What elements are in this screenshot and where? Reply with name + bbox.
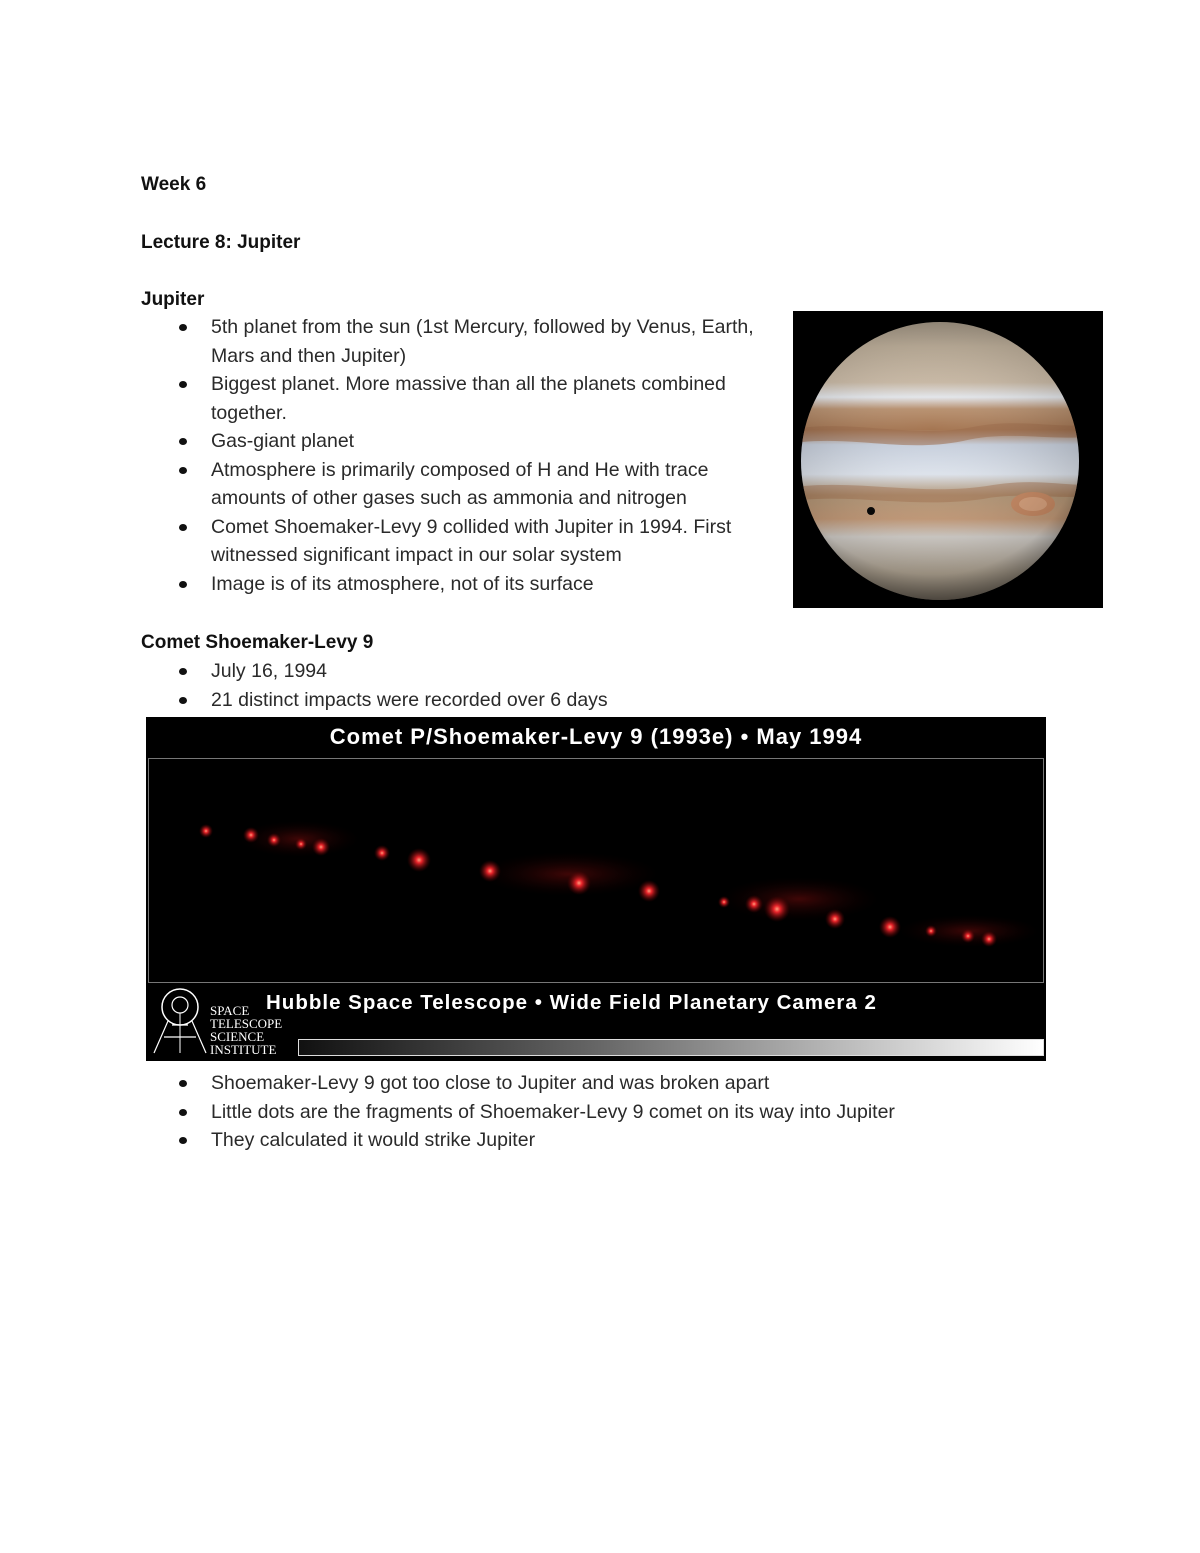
comet-fragments-graphic [149,759,1043,982]
bullet-icon [179,1137,187,1144]
list-item-text: Little dots are the fragments of Shoemaker-Levy 9 comet on its way into Jupiter [211,1100,895,1123]
list-item-text: Gas-giant planet [211,430,355,452]
list-item [141,370,781,427]
list-item [141,1126,1041,1155]
comet-image-caption: Hubble Space Telescope • Wide Field Planetary Camera 2 [266,991,877,1014]
jupiter-bullet-list [141,313,781,598]
comet-fragments-field [148,758,1044,983]
bullet-icon [179,524,187,531]
list-item [141,570,781,599]
list-item-text: Shoemaker-Levy 9 got too close to Jupiter and was broken apart [211,1072,770,1094]
list-item [141,313,781,370]
list-item [141,1069,1041,1098]
list-item-text: Atmosphere is primarily composed of H and He with trace amounts of other gases such as ammonia and nitrogen [211,458,709,509]
comet-image [146,717,1046,1061]
logo-line: INSTITUTE [210,1042,277,1057]
bullet-icon [179,697,187,704]
bullet-icon [179,1109,187,1116]
list-item-text: They calculated it would strike Jupiter [211,1129,536,1151]
list-item-text: Image is of its atmosphere, not of its surface [211,572,594,595]
intensity-gradient-bar [298,1039,1044,1056]
bullet-icon [179,1080,187,1087]
logo-line: SCIENCE [210,1029,265,1044]
bullet-icon [179,438,187,445]
list-item [141,456,781,513]
comet-image-title: Comet P/Shoemaker-Levy 9 (1993e) • May 1994 [329,724,863,749]
list-item-text: Comet Shoemaker-Levy 9 collided with Jupiter in 1994. First witnessed significant impact in our solar system [211,515,732,566]
list-item-text: 5th planet from the sun (1st Mercury, followed by Venus, Earth, Mars and then Jupiter) [211,316,754,367]
lecture-title: Lecture 8: Jupiter [141,232,301,253]
list-item [141,1098,1041,1127]
list-item-text: July 16, 1994 [211,660,328,682]
comet-bullet-list-2 [141,1069,1041,1155]
comet-heading: Comet Shoemaker-Levy 9 [141,632,374,653]
logo-line: TELESCOPE [210,1016,283,1031]
bullet-icon [179,467,187,474]
list-item [141,657,1041,686]
jupiter-heading: Jupiter [141,289,205,310]
list-item-text: 21 distinct impacts were recorded over 6 days [211,688,608,711]
bullet-icon [179,324,187,331]
bullet-icon [179,668,187,675]
bullet-icon [179,381,187,388]
list-item-text: Biggest planet. More massive than all the planets combined together. [211,373,726,424]
jupiter-planet-graphic [793,311,1103,608]
list-item [141,686,1041,715]
list-item [141,513,781,570]
comet-bullet-list [141,657,1041,714]
jupiter-image [793,311,1103,608]
week-heading: Week 6 [141,174,207,195]
bullet-icon [179,581,187,588]
logo-line: SPACE [210,1003,250,1018]
list-item [141,427,781,456]
